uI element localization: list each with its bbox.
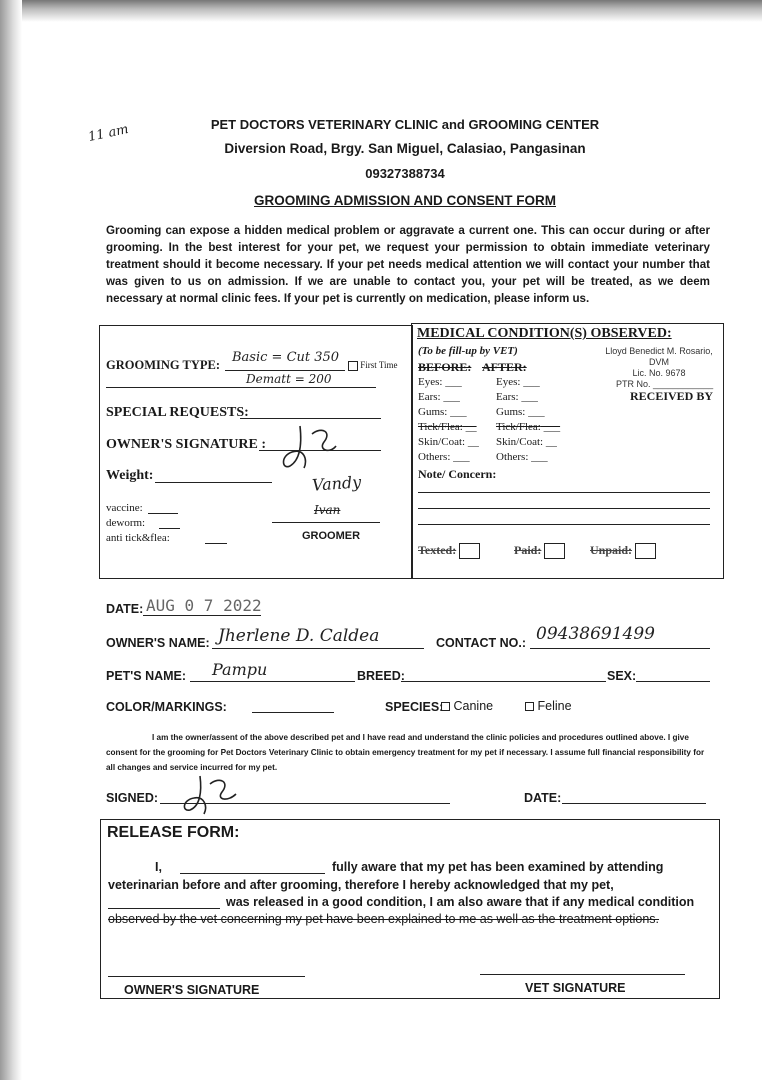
- feline-label: Feline: [537, 699, 572, 713]
- release-line3-text: was released in a good condition, I am also aware that if any medical condition: [226, 895, 695, 909]
- unpaid-checkbox[interactable]: Unpaid:: [590, 543, 656, 559]
- unpaid-box: [635, 543, 656, 559]
- grooming-type-line: [225, 370, 345, 371]
- release-i-label: I,: [155, 860, 162, 874]
- release-vet-sig-line[interactable]: [480, 974, 685, 975]
- canine-label: Canine: [453, 699, 494, 713]
- note-line-3[interactable]: [418, 524, 710, 525]
- sex-field[interactable]: [636, 681, 710, 682]
- owner-signature-scribble: [278, 420, 348, 476]
- before-skincoat[interactable]: Skin/Coat: __: [418, 436, 479, 448]
- antitick-label: anti tick&flea:: [106, 532, 170, 544]
- pet-name-field[interactable]: [190, 681, 355, 682]
- release-owner-sig-line[interactable]: [108, 976, 305, 977]
- owner-name-label: OWNER'S NAME:: [106, 636, 210, 650]
- after-label: AFTER:: [482, 360, 527, 374]
- release-line4-text: observed by the vet concerning my pet have been explained to me as well as the treatment options.: [108, 912, 660, 926]
- color-label: COLOR/MARKINGS:: [106, 700, 227, 714]
- owner-signature-label: OWNER'S SIGNATURE :: [106, 437, 266, 452]
- release-name-field[interactable]: [180, 873, 325, 874]
- clinic-phone: 09327388734: [365, 166, 445, 181]
- deworm-field[interactable]: [159, 528, 180, 529]
- antitick-field[interactable]: [205, 543, 227, 544]
- before-column: [418, 376, 479, 466]
- groomer-name-struck: Ivan: [314, 503, 341, 517]
- grooming-type-line-2: [106, 387, 376, 388]
- before-tickflea[interactable]: Tick/Flea: __: [418, 421, 477, 433]
- weight-label: Weight:: [106, 468, 154, 483]
- groomer-line: [272, 522, 380, 523]
- contact-field[interactable]: [530, 648, 710, 649]
- intro-paragraph: Grooming can expose a hidden medical problem or aggravate a current one. This can occur during or after grooming. In the best interest for your pet, we request your permission to obtain immediate veterinary treatment should it become necessary. If your pet needs medical attention we will contact your number that was given to us on admission. If we are unable to contact you, your pet will be treated, as we deem necessary at normal clinic fees. If your pet is currently on medication, please inform us.: [106, 224, 710, 305]
- paid-checkbox[interactable]: Paid:: [514, 543, 565, 559]
- release-line1-text: fully aware that my pet has been examined by attending: [332, 860, 664, 874]
- breed-label: BREED:: [357, 669, 405, 683]
- medical-subtitle: (To be fill-up by VET): [418, 345, 518, 357]
- consent-date-label: DATE:: [524, 791, 562, 805]
- before-eyes[interactable]: Eyes: ___: [418, 376, 462, 388]
- contact-label: CONTACT NO.:: [436, 636, 527, 650]
- after-column: [496, 376, 560, 466]
- special-requests-field[interactable]: [240, 418, 381, 419]
- consent-date-field[interactable]: [562, 803, 706, 804]
- before-gums[interactable]: Gums: ___: [418, 406, 467, 418]
- vet-stamp-lic: Lic. No. 9678: [632, 368, 686, 378]
- paid-box: [544, 543, 565, 559]
- consent-text: I am the owner/assent of the above described pet and I have read and understand the clinic policies and procedures outlined above. I give consent for the grooming for Pet Doctors Veterinary Clinic to obtain emergency treatment for my pet if necessary. I assume full financial responsibility for all changes and service incurred for my pet.: [106, 733, 705, 772]
- texted-box: [459, 543, 480, 559]
- note-line-2[interactable]: [418, 508, 710, 509]
- grooming-type-label: GROOMING TYPE:: [106, 358, 221, 372]
- before-ears[interactable]: Ears: ___: [418, 391, 460, 403]
- groomer-name: Vandy: [311, 472, 362, 495]
- release-line2-text: veterinarian before and after grooming, therefore I hereby acknowledged that my pet,: [108, 878, 614, 892]
- release-owner-sig-label: OWNER'S SIGNATURE: [124, 983, 260, 997]
- special-requests-label: SPECIAL REQUESTS:: [106, 405, 249, 420]
- handwritten-time-note: 11 am: [86, 121, 130, 146]
- date-label: DATE:: [106, 602, 144, 616]
- grooming-type-value-2: Dematt = 200: [246, 372, 332, 386]
- received-by-label: RECEIVED BY: [630, 389, 714, 403]
- texted-checkbox[interactable]: Texted:: [418, 543, 480, 559]
- color-field[interactable]: [252, 712, 334, 713]
- feline-option[interactable]: [525, 699, 572, 713]
- weight-field[interactable]: [155, 482, 272, 483]
- release-pet-field[interactable]: [108, 908, 220, 909]
- species-label: SPECIES:: [385, 700, 444, 714]
- first-time-label: First Time: [360, 360, 398, 370]
- before-others[interactable]: Others: ___: [418, 451, 470, 463]
- sex-label: SEX:: [607, 669, 637, 683]
- groomer-label: GROOMER: [302, 530, 361, 542]
- pet-name-value: Pampu: [212, 660, 268, 679]
- date-stamp: AUG 0 7 2022: [146, 596, 262, 615]
- breed-field[interactable]: [401, 681, 606, 682]
- vaccine-label: vaccine:: [106, 502, 143, 514]
- vaccine-field[interactable]: [148, 513, 178, 514]
- consent-signature-scribble: [180, 772, 250, 818]
- contact-value: 09438691499: [536, 624, 655, 644]
- first-time-checkbox[interactable]: [348, 360, 398, 371]
- note-line-1[interactable]: [418, 492, 710, 493]
- clinic-address: Diversion Road, Brgy. San Miguel, Calasiao, Pangasinan: [224, 141, 586, 156]
- vet-stamp: [600, 346, 718, 390]
- after-eyes[interactable]: Eyes: ___: [496, 376, 540, 388]
- canine-option[interactable]: [441, 699, 493, 713]
- after-others[interactable]: Others: ___: [496, 451, 548, 463]
- release-title: RELEASE FORM:: [107, 824, 240, 841]
- after-tickflea[interactable]: Tick/Flea: ___: [496, 421, 561, 433]
- vet-stamp-ptr: PTR No. ____________: [616, 379, 714, 389]
- after-ears[interactable]: Ears: ___: [496, 391, 538, 403]
- signed-label: SIGNED:: [106, 791, 159, 805]
- vet-stamp-name: Lloyd Benedict M. Rosario, DVM: [605, 346, 713, 367]
- release-vet-sig-label: VET SIGNATURE: [525, 981, 626, 995]
- medical-title: MEDICAL CONDITION(S) OBSERVED:: [417, 326, 672, 341]
- form-title: GROOMING ADMISSION AND CONSENT FORM: [254, 193, 556, 208]
- before-label: BEFORE:: [418, 360, 472, 374]
- after-skincoat[interactable]: Skin/Coat: __: [496, 436, 557, 448]
- deworm-label: deworm:: [106, 517, 146, 529]
- owner-name-field[interactable]: [212, 648, 424, 649]
- date-line[interactable]: [143, 615, 261, 616]
- after-gums[interactable]: Gums: ___: [496, 406, 545, 418]
- scan-left-edge: [0, 0, 22, 1080]
- scan-top-edge: [0, 0, 762, 22]
- pet-name-label: PET'S NAME:: [106, 669, 187, 683]
- note-concern-label: Note/ Concern:: [418, 467, 497, 481]
- release-form-box: [100, 819, 720, 999]
- clinic-name: PET DOCTORS VETERINARY CLINIC and GROOMING CENTER: [210, 117, 600, 132]
- grooming-type-value: Basic = Cut 350: [232, 350, 340, 365]
- owner-name-value: Jherlene D. Caldea: [218, 626, 380, 646]
